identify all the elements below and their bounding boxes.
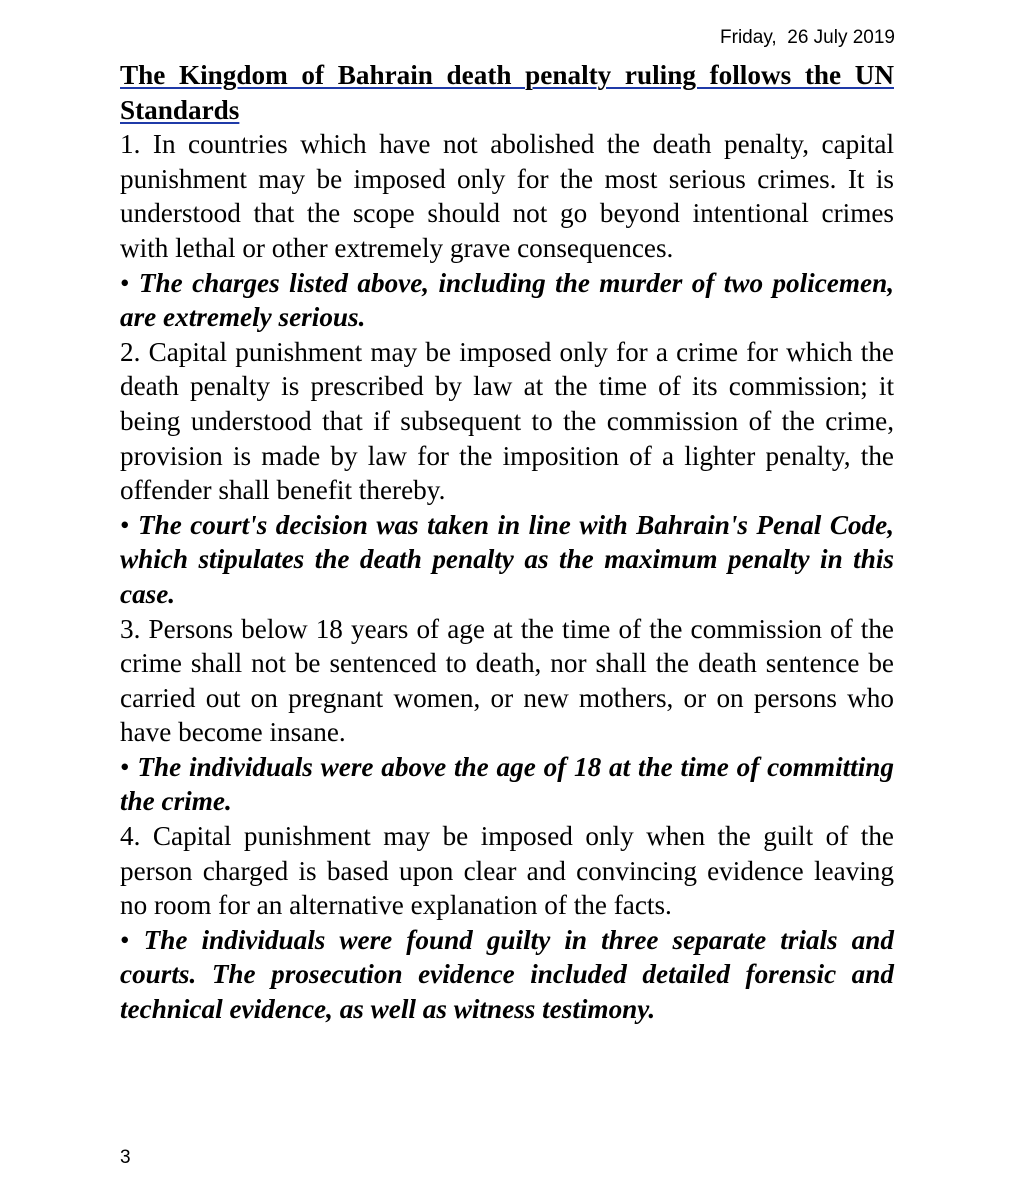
standard-paragraph-1: 1. In countries which have not abolished the death penalty, capital punishment may be imposed only for the most serious crimes. It is understood that the scope should not go beyond intentional crimes with lethal or other extremely grave consequences.: [120, 129, 894, 263]
bullet-response-1: [120, 266, 894, 335]
standard-paragraph-4: 4. Capital punishment may be imposed only when the guilt of the person charged is based upon clear and convincing evidence leaving no room for an alternative explanation of the facts.: [120, 821, 894, 921]
document-title: [120, 58, 894, 127]
document-date: Friday, 26 July 2019: [720, 27, 895, 48]
bullet-response-3: [120, 750, 894, 819]
bullet-text: The individuals were found guilty in three separate trials and courts. The prosecution evidence included detailed forensic and technical evidence, as well as witness testimony.: [120, 924, 894, 1025]
bullet-icon: •: [120, 924, 130, 955]
bullet-text: The charges listed above, including the murder of two policemen, are extremely serious.: [120, 267, 895, 333]
bullet-icon: •: [120, 509, 130, 540]
page-number: 3: [120, 1147, 131, 1168]
document-title-text: The Kingdom of Bahrain death penalty ruling follows the UN Standards: [120, 60, 894, 125]
bullet-icon: •: [120, 267, 130, 298]
bullet-text: The individuals were above the age of 18 at the time of committing the crime.: [120, 751, 895, 817]
bullet-response-2: [120, 508, 894, 612]
bullet-icon: •: [120, 751, 130, 782]
standard-paragraph-3: 3. Persons below 18 years of age at the time of the commission of the crime shall not be sentenced to death, nor shall the death sentence be carried out on pregnant women, or new mothers, or on persons who have become insane.: [120, 613, 894, 748]
bullet-response-4: [120, 923, 894, 1027]
standard-paragraph-2: 2. Capital punishment may be imposed only for a crime for which the death penalty is prescribed by law at the time of its commission; it being understood that if subsequent to the commission of the crime, provision is made by law for the imposition of a lighter penalty, the offender shall benefit thereby.: [120, 336, 894, 506]
document-body: [120, 58, 894, 1027]
bullet-text: The court's decision was taken in line with Bahrain's Penal Code, which stipulates the death penalty as the maximum penalty in this case.: [120, 509, 894, 609]
